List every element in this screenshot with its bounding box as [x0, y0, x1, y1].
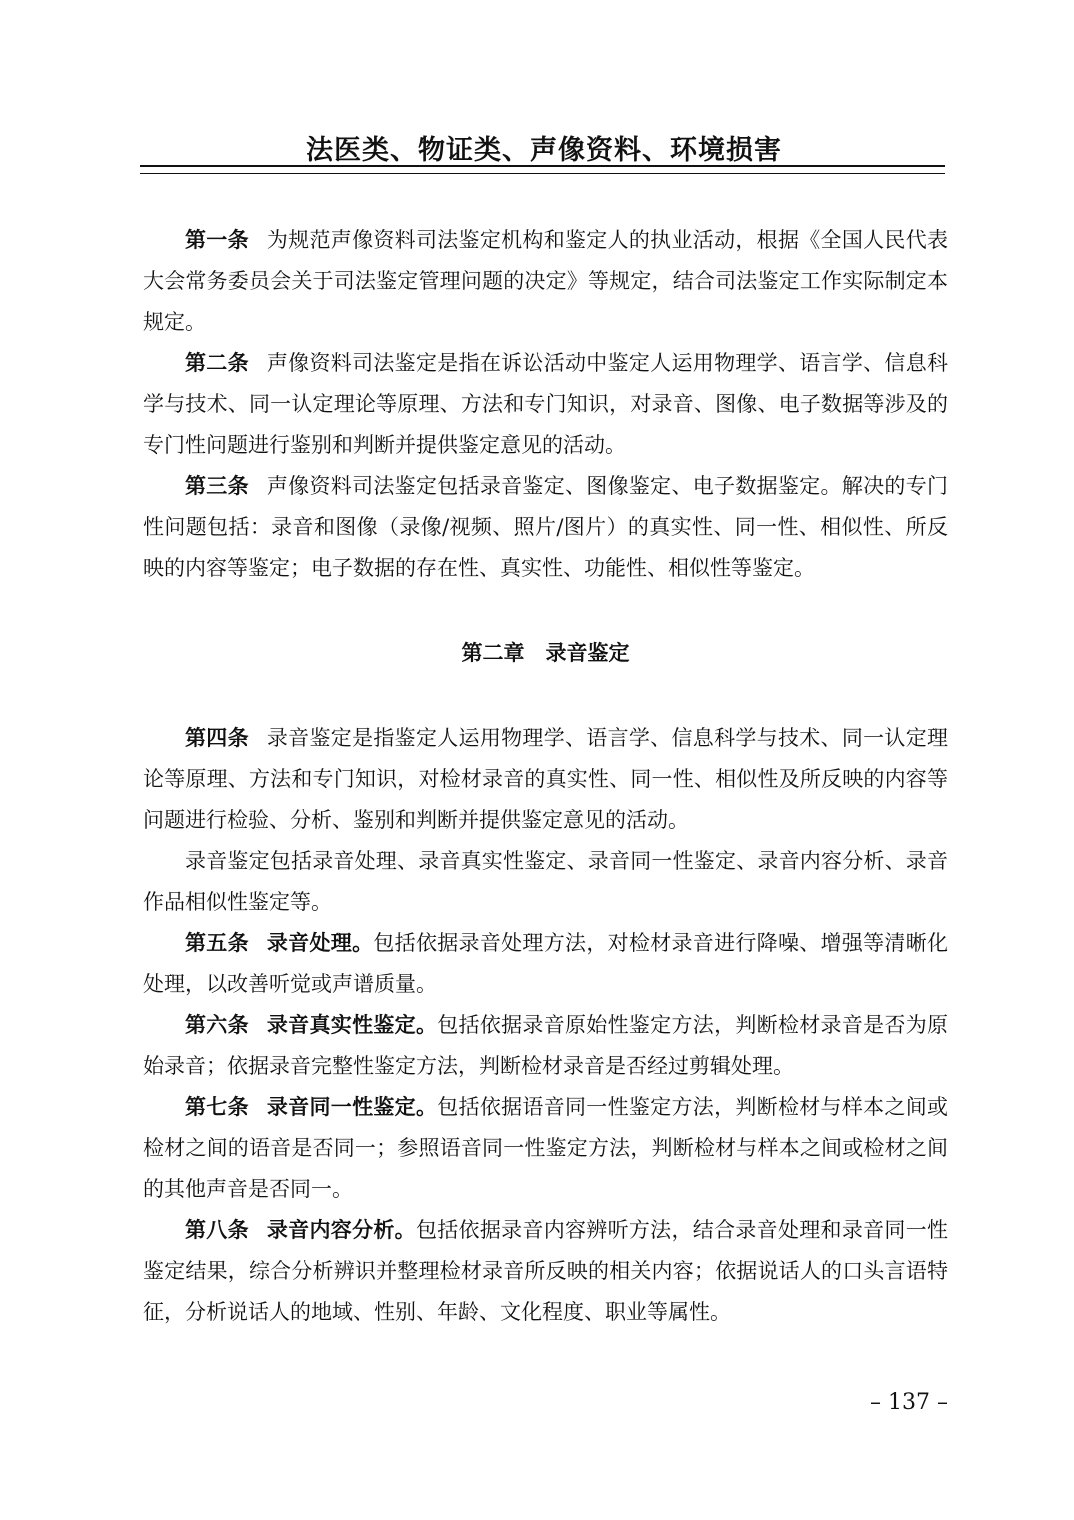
article-heading: 录音处理。: [266, 931, 374, 955]
article-5: [143, 923, 948, 1005]
article-text: 包括依据录音内容辨听方法，结合录音处理和录音同一性鉴定结果，综合分析辨识并整理检材录音所反映的相关内容；依据说话人的口头言语特征，分析说话人的地域、性别、年龄、文化程度、职业等属性。: [143, 1218, 949, 1324]
article-2: [143, 343, 948, 466]
article-1: [143, 220, 948, 343]
article-number: 第六条: [185, 1013, 249, 1037]
article-7: [143, 1087, 948, 1210]
article-heading: 录音真实性鉴定。: [266, 1013, 438, 1037]
header-rule-thick: [140, 165, 945, 167]
article-number: 第三条: [185, 474, 249, 498]
article-6: [143, 1005, 948, 1087]
article-text: 声像资料司法鉴定包括录音鉴定、图像鉴定、电子数据鉴定。解决的专门性问题包括：录音和图像（录像/视频、照片/图片）的真实性、同一性、相似性、所反映的内容等鉴定；电子数据的存在性、真实性、功能性、相似性等鉴定。: [143, 474, 949, 580]
article-text: 为规范声像资料司法鉴定机构和鉴定人的执业活动，根据《全国人民代表大会常务委员会关于司法鉴定管理问题的决定》等规定，结合司法鉴定工作实际制定本规定。: [143, 228, 949, 334]
body-text: [143, 220, 948, 1333]
article-text: 录音鉴定是指鉴定人运用物理学、语言学、信息科学与技术、同一认定理论等原理、方法和专门知识，对检材录音的真实性、同一性、相似性及所反映的内容等问题进行检验、分析、鉴别和判断并提供鉴定意见的活动。: [143, 726, 949, 832]
page-number: – 137 –: [870, 1390, 948, 1415]
article-number: 第四条: [185, 726, 249, 750]
article-text: 包括依据录音处理方法，对检材录音进行降噪、增强等清晰化处理，以改善听觉或声谱质量。: [143, 931, 949, 996]
article-3: [143, 466, 948, 589]
article-4: [143, 718, 948, 841]
article-text: 包括依据录音原始性鉴定方法，判断检材录音是否为原始录音；依据录音完整性鉴定方法，判断检材录音是否经过剪辑处理。: [143, 1013, 949, 1078]
chapter-title: 第二章 录音鉴定: [461, 641, 630, 665]
article-heading: 录音内容分析。: [266, 1218, 416, 1242]
article-text: 包括依据语音同一性鉴定方法，判断检材与样本之间或检材之间的语音是否同一；参照语音同一性鉴定方法，判断检材与样本之间或检材之间的其他声音是否同一。: [143, 1095, 949, 1201]
article-4-continuation: 录音鉴定包括录音处理、录音真实性鉴定、录音同一性鉴定、录音内容分析、录音作品相似性鉴定等。: [143, 849, 948, 914]
header-rule-thin: [140, 173, 945, 174]
article-8: [143, 1210, 948, 1333]
article-number: 第五条: [185, 931, 249, 955]
article-text: 声像资料司法鉴定是指在诉讼活动中鉴定人运用物理学、语言学、信息科学与技术、同一认定理论等原理、方法和专门知识，对录音、图像、电子数据等涉及的专门性问题进行鉴别和判断并提供鉴定意见的活动。: [143, 351, 949, 457]
article-number: 第八条: [185, 1218, 249, 1242]
running-header-title: 法医类、物证类、声像资料、环境损害: [306, 135, 782, 166]
article-number: 第一条: [185, 228, 249, 252]
article-number: 第二条: [185, 351, 249, 375]
article-heading: 录音同一性鉴定。: [266, 1095, 438, 1119]
article-number: 第七条: [185, 1095, 249, 1119]
